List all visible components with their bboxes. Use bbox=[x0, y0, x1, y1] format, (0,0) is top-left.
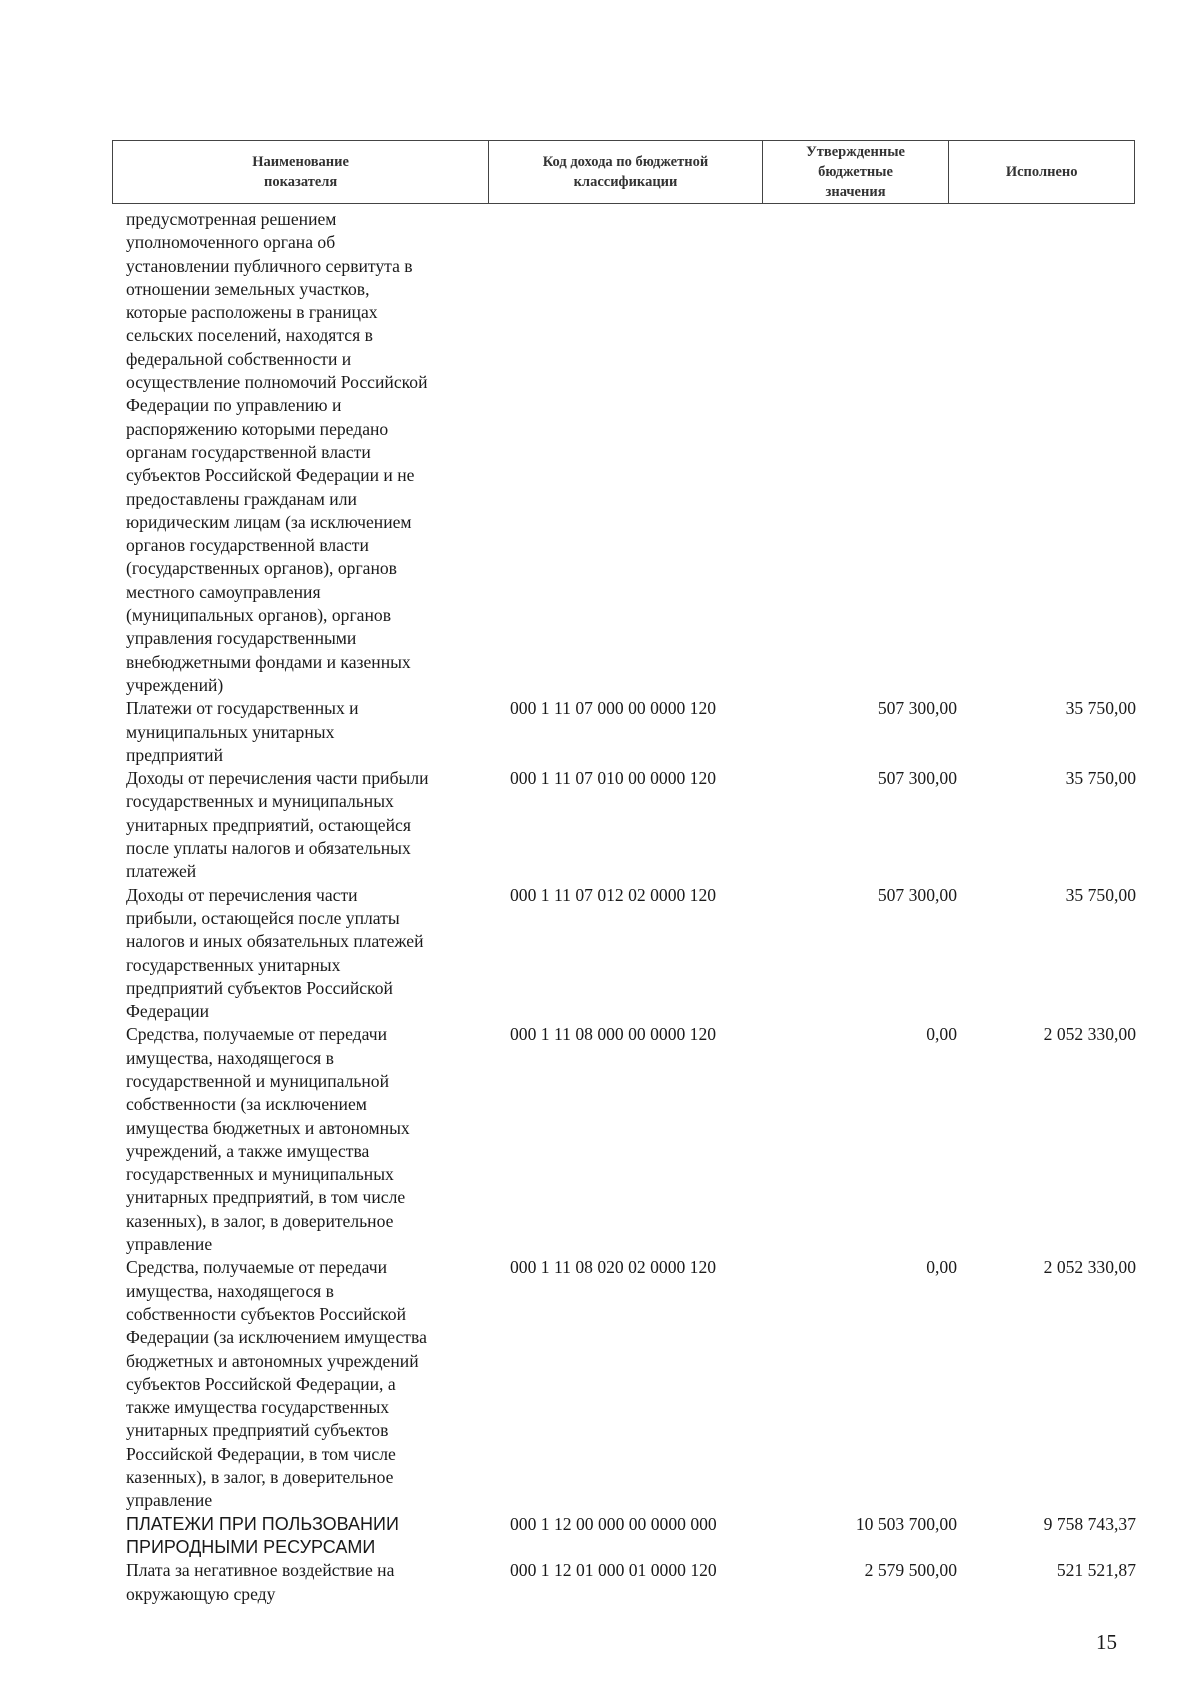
row-code: 000 1 12 01 000 01 0000 120 bbox=[510, 1560, 717, 1581]
page-number: 15 bbox=[1096, 1630, 1117, 1654]
row-name: предусмотренная решением уполномоченного органа об установлении публичного сервитута в отношении земельных участков, которые расположены в границах сельских поселений, находятся в федеральной собственности и осуществление полномочий Российской Федерации по управлению и распоряжению которыми передано органам государственной власти субъектов Российской Федерации и не предоставлены гражданам или юридическим лицам (за исключением органов государственной власти (государственных органов), органов местного самоуправления (муниципальных органов), органов управления государственными внебюджетными фондами и казенных учреждений) bbox=[126, 209, 428, 695]
row-approved: 0,00 bbox=[926, 1257, 957, 1278]
header-executed-column: Исполнено bbox=[1005, 164, 1078, 180]
row-name: Плата за негативное воздействие на окружающую среду bbox=[126, 1560, 395, 1604]
table-row bbox=[126, 208, 1136, 697]
row-approved: 507 300,00 bbox=[877, 884, 957, 905]
row-code: 000 1 11 08 000 00 0000 120 bbox=[510, 1024, 717, 1045]
row-name: Платежи от государственных и муниципальных унитарных предприятий bbox=[126, 698, 359, 765]
row-code: 000 1 11 07 010 00 0000 120 bbox=[510, 768, 717, 789]
header-approved-column: Утвержденные бюджетные значения bbox=[763, 141, 950, 203]
row-executed: 521 521,87 bbox=[1056, 1560, 1136, 1581]
row-name: ПЛАТЕЖИ ПРИ ПОЛЬЗОВАНИИ ПРИРОДНЫМИ РЕСУРСАМИ bbox=[126, 1513, 399, 1557]
row-code: 000 1 11 07 012 02 0000 120 bbox=[510, 884, 717, 905]
row-code: 000 1 11 08 020 02 0000 120 bbox=[510, 1257, 717, 1278]
row-approved: 0,00 bbox=[926, 1024, 957, 1045]
row-name: Средства, получаемые от передачи имущества, находящегося в собственности субъектов Российской Федерации (за исключением имущества бюджетных и автономных учреждений субъектов Российской Федерации, а также имущества государственных унитарных предприятий субъектов Российской Федерации, в том числе казенных), в залог, в доверительное управление bbox=[126, 1257, 427, 1511]
table-row bbox=[126, 1256, 1136, 1512]
table-header bbox=[112, 140, 1135, 204]
row-executed: 2 052 330,00 bbox=[1043, 1257, 1136, 1278]
row-name: Средства, получаемые от передачи имущества, находящегося в государственной и муниципальной собственности (за исключением имущества бюджетных и автономных учреждений, а также имущества государственных и муниципальных унитарных предприятий, в том числе казенных), в залог, в доверительное управление bbox=[126, 1024, 410, 1255]
table-body bbox=[126, 208, 1136, 1606]
table-row bbox=[126, 697, 1136, 767]
row-executed: 35 750,00 bbox=[1065, 768, 1136, 789]
header-name-column: Наименование показателя bbox=[113, 141, 489, 203]
row-name: Доходы от перечисления части прибыли государственных и муниципальных унитарных предприятий, остающейся после уплаты налогов и обязательных платежей bbox=[126, 768, 429, 882]
table-row bbox=[126, 1513, 1136, 1560]
row-approved: 507 300,00 bbox=[877, 768, 957, 789]
row-executed: 35 750,00 bbox=[1065, 698, 1136, 719]
row-name: Доходы от перечисления части прибыли, остающейся после уплаты налогов и иных обязательных платежей государственных унитарных предприятий субъектов Российской Федерации bbox=[126, 884, 424, 1022]
table-row bbox=[126, 767, 1136, 883]
table-row bbox=[126, 1559, 1136, 1606]
row-executed: 2 052 330,00 bbox=[1043, 1024, 1136, 1045]
table-row bbox=[126, 884, 1136, 1024]
row-approved: 507 300,00 bbox=[877, 698, 957, 719]
row-approved: 2 579 500,00 bbox=[864, 1560, 957, 1581]
row-executed: 35 750,00 bbox=[1065, 884, 1136, 905]
header-code-column: Код дохода по бюджетной классификации bbox=[489, 141, 762, 203]
row-code: 000 1 11 07 000 00 0000 120 bbox=[510, 698, 717, 719]
row-code: 000 1 12 00 000 00 0000 000 bbox=[510, 1513, 717, 1534]
row-approved: 10 503 700,00 bbox=[855, 1513, 957, 1534]
table-row bbox=[126, 1023, 1136, 1256]
row-executed: 9 758 743,37 bbox=[1043, 1513, 1136, 1534]
